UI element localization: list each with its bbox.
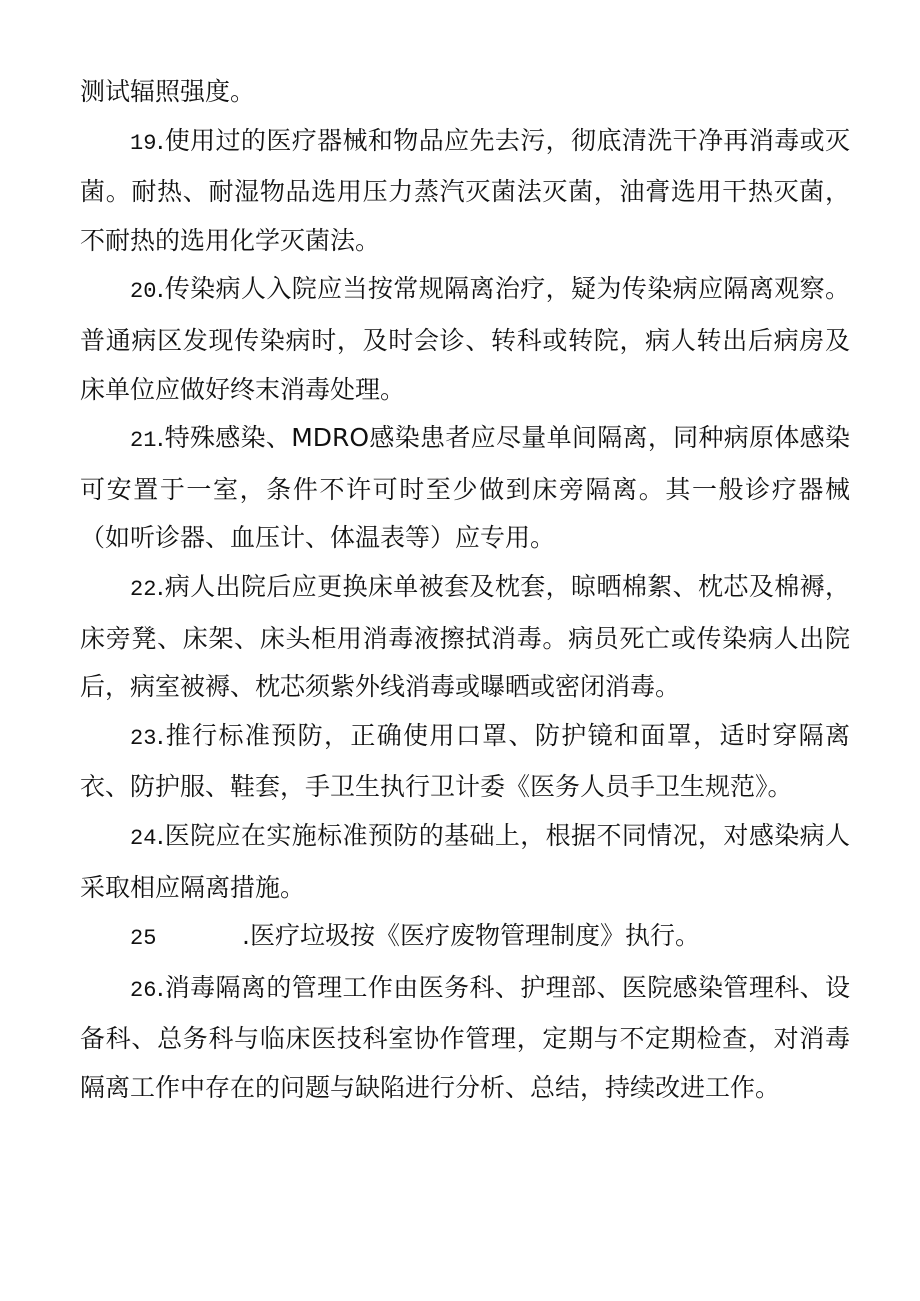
paragraph-text: .使用过的医疗器械和物品应先去污，彻底清洗干净再消毒或灭菌。耐热、耐湿物品选用压力蒸汽灭菌法灭菌，油膏选用干热灭菌，不耐热的选用化学灭菌法。 bbox=[80, 125, 850, 255]
paragraph-item-19 bbox=[80, 117, 850, 266]
paragraph-item-25 bbox=[80, 912, 850, 964]
paragraph-text: .医疗垃圾按《医疗废物管理制度》执行。 bbox=[242, 921, 700, 951]
paragraph-item-22 bbox=[80, 563, 850, 712]
item-number: 20 bbox=[130, 279, 157, 305]
item-number: 21 bbox=[130, 428, 157, 454]
item-number: 24 bbox=[130, 825, 157, 851]
item-number: 22 bbox=[130, 576, 157, 602]
item-number: 25 bbox=[130, 926, 157, 952]
paragraph-item-20 bbox=[80, 265, 850, 414]
item-number: 26 bbox=[130, 977, 157, 1003]
item-number: 23 bbox=[130, 725, 157, 751]
paragraph-text: .消毒隔离的管理工作由医务科、护理部、医院感染管理科、设备科、总务科与临床医技科室协作管理，定期与不定期检查，对消毒隔离工作中存在的问题与缺陷进行分析、总结，持续改进工作。 bbox=[80, 972, 850, 1102]
paragraph-item-24 bbox=[80, 812, 850, 912]
item-number: 19 bbox=[130, 130, 157, 156]
paragraph-continuation bbox=[80, 68, 850, 117]
paragraph-item-26 bbox=[80, 964, 850, 1113]
paragraph-item-23 bbox=[80, 712, 850, 812]
paragraph-text: .推行标准预防，正确使用口罩、防护镜和面罩，适时穿隔离衣、防护服、鞋套，手卫生执行卫计委《医务人员手卫生规范》。 bbox=[80, 720, 850, 802]
paragraph-text: .特殊感染、MDRO感染患者应尽量单间隔离，同种病原体感染可安置于一室，条件不许可时至少做到床旁隔离。其一般诊疗器械（如听诊器、血压计、体温表等）应专用。 bbox=[80, 423, 850, 553]
paragraph-text: .医院应在实施标准预防的基础上，根据不同情况，对感染病人采取相应隔离措施。 bbox=[80, 820, 850, 902]
paragraph-text: .病人出院后应更换床单被套及枕套，晾晒棉絮、枕芯及棉褥，床旁凳、床架、床头柜用消毒液擦拭消毒。病员死亡或传染病人出院后，病室被褥、枕芯须紫外线消毒或曝晒或密闭消毒。 bbox=[80, 571, 850, 702]
paragraph-text: .传染病人入院应当按常规隔离治疗，疑为传染病应隔离观察。普通病区发现传染病时，及时会诊、转科或转院，病人转出后病房及床单位应做好终末消毒处理。 bbox=[80, 274, 850, 404]
paragraph-text: 测试辐照强度。 bbox=[80, 77, 256, 106]
document-body bbox=[80, 68, 850, 1112]
paragraph-item-21 bbox=[80, 414, 850, 563]
